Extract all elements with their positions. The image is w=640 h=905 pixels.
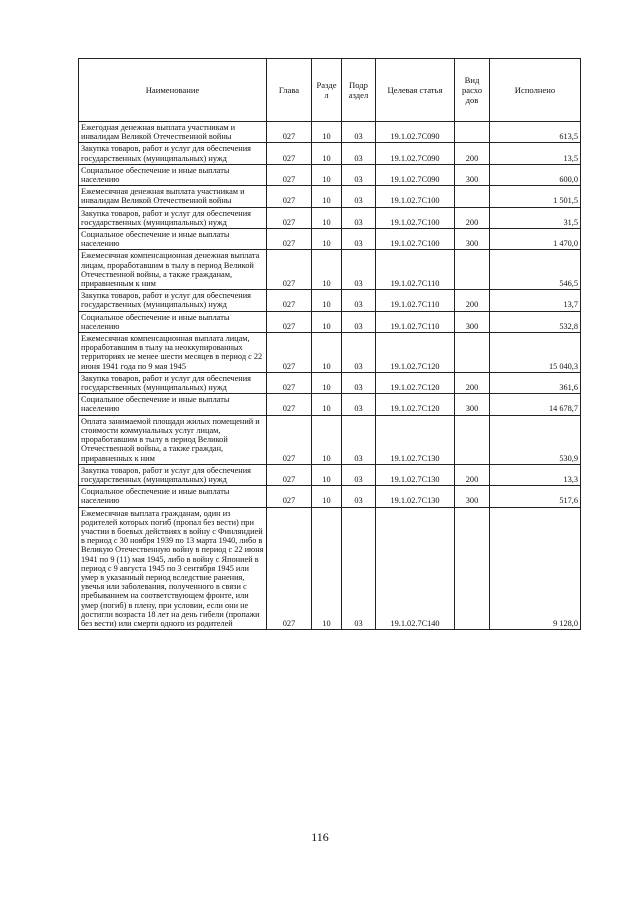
table-row [79, 250, 581, 290]
cell-subsection: 03 [342, 333, 376, 373]
cell-expense-type: 300 [455, 394, 490, 415]
cell-expense-type [455, 333, 490, 373]
cell-subsection: 03 [342, 394, 376, 415]
cell-subsection: 03 [342, 229, 376, 250]
cell-chapter: 027 [267, 464, 312, 485]
cell-expense-type: 300 [455, 486, 490, 507]
header-executed: Исполнено [490, 59, 581, 122]
cell-amount: 13,7 [490, 290, 581, 311]
cell-subsection: 03 [342, 207, 376, 228]
cell-expense-type: 300 [455, 229, 490, 250]
cell-subsection: 03 [342, 486, 376, 507]
header-section: Разде л [312, 59, 342, 122]
cell-name: Социальное обеспечение и иные выплаты населению [79, 229, 267, 250]
cell-target: 19.1.02.7С120 [376, 372, 455, 393]
cell-amount: 15 040,3 [490, 333, 581, 373]
cell-section: 10 [312, 290, 342, 311]
header-target: Целевая статья [376, 59, 455, 122]
cell-target: 19.1.02.7С140 [376, 507, 455, 630]
cell-target: 19.1.02.7С090 [376, 143, 455, 164]
cell-subsection: 03 [342, 250, 376, 290]
header-name: Наименование [79, 59, 267, 122]
table-row [79, 486, 581, 507]
cell-amount: 517,6 [490, 486, 581, 507]
cell-target: 19.1.02.7С090 [376, 122, 455, 143]
table-row [79, 290, 581, 311]
table-body [79, 122, 581, 630]
cell-amount: 530,9 [490, 415, 581, 464]
cell-target: 19.1.02.7С100 [376, 207, 455, 228]
cell-name: Оплата занимаемой площади жилых помещений и стоимости коммунальных услуг лицам, проработавшим в тылу в период Великой Отечественной войны, а также граждан, приравненных к ним [79, 415, 267, 464]
cell-name: Закупка товаров, работ и услуг для обеспечения государственных (муниципальных) нужд [79, 207, 267, 228]
cell-name: Ежегодная денежная выплата участникам и инвалидам Великой Отечественной войны [79, 122, 267, 143]
cell-expense-type [455, 507, 490, 630]
cell-expense-type: 200 [455, 143, 490, 164]
cell-section: 10 [312, 229, 342, 250]
cell-chapter: 027 [267, 507, 312, 630]
cell-expense-type: 300 [455, 164, 490, 185]
cell-chapter: 027 [267, 250, 312, 290]
cell-amount: 13,3 [490, 464, 581, 485]
cell-amount: 546,5 [490, 250, 581, 290]
cell-name: Закупка товаров, работ и услуг для обеспечения государственных (муниципальных) нужд [79, 372, 267, 393]
cell-target: 19.1.02.7С130 [376, 486, 455, 507]
cell-section: 10 [312, 250, 342, 290]
cell-target: 19.1.02.7С090 [376, 164, 455, 185]
cell-amount: 31,5 [490, 207, 581, 228]
cell-amount: 13,5 [490, 143, 581, 164]
table-row [79, 164, 581, 185]
cell-target: 19.1.02.7С130 [376, 415, 455, 464]
cell-section: 10 [312, 464, 342, 485]
cell-subsection: 03 [342, 143, 376, 164]
cell-expense-type [455, 415, 490, 464]
cell-chapter: 027 [267, 333, 312, 373]
cell-chapter: 027 [267, 486, 312, 507]
header-expense-type: Вид расхо дов [455, 59, 490, 122]
cell-subsection: 03 [342, 122, 376, 143]
table-row [79, 311, 581, 332]
cell-name: Социальное обеспечение и иные выплаты населению [79, 394, 267, 415]
cell-section: 10 [312, 143, 342, 164]
table-row [79, 415, 581, 464]
cell-target: 19.1.02.7С110 [376, 311, 455, 332]
cell-chapter: 027 [267, 122, 312, 143]
budget-table [78, 58, 581, 630]
table-row [79, 207, 581, 228]
cell-expense-type: 200 [455, 207, 490, 228]
cell-target: 19.1.02.7С120 [376, 394, 455, 415]
cell-chapter: 027 [267, 143, 312, 164]
cell-amount: 9 128,0 [490, 507, 581, 630]
cell-expense-type: 200 [455, 290, 490, 311]
cell-name: Ежемесячная денежная выплата участникам и инвалидам Великой Отечественной войны [79, 186, 267, 207]
cell-amount: 361,6 [490, 372, 581, 393]
table-row [79, 143, 581, 164]
header-subsection: Подр аздел [342, 59, 376, 122]
cell-section: 10 [312, 415, 342, 464]
page-number: 116 [311, 830, 329, 844]
table-row [79, 394, 581, 415]
cell-subsection: 03 [342, 415, 376, 464]
cell-section: 10 [312, 333, 342, 373]
cell-name: Социальное обеспечение и иные выплаты населению [79, 311, 267, 332]
cell-chapter: 027 [267, 207, 312, 228]
cell-section: 10 [312, 372, 342, 393]
cell-amount: 14 678,7 [490, 394, 581, 415]
cell-chapter: 027 [267, 394, 312, 415]
table-row [79, 333, 581, 373]
cell-expense-type: 300 [455, 311, 490, 332]
cell-amount: 613,5 [490, 122, 581, 143]
cell-chapter: 027 [267, 164, 312, 185]
cell-subsection: 03 [342, 290, 376, 311]
cell-chapter: 027 [267, 290, 312, 311]
cell-name: Закупка товаров, работ и услуг для обеспечения государственных (муниципальных) нужд [79, 464, 267, 485]
cell-section: 10 [312, 507, 342, 630]
cell-expense-type: 200 [455, 372, 490, 393]
cell-name: Социальное обеспечение и иные выплаты населению [79, 486, 267, 507]
cell-section: 10 [312, 207, 342, 228]
cell-section: 10 [312, 122, 342, 143]
cell-chapter: 027 [267, 229, 312, 250]
cell-name: Закупка товаров, работ и услуг для обеспечения государственных (муниципальных) нужд [79, 143, 267, 164]
cell-name: Ежемесячная компенсационная выплата лицам, проработавшим в тылу на неоккупированных территориях не менее шести месяцев в период с 22 июня 1941 года по 9 мая 1945 [79, 333, 267, 373]
cell-target: 19.1.02.7С120 [376, 333, 455, 373]
cell-target: 19.1.02.7С110 [376, 250, 455, 290]
cell-chapter: 027 [267, 186, 312, 207]
cell-target: 19.1.02.7С100 [376, 186, 455, 207]
cell-chapter: 027 [267, 372, 312, 393]
cell-amount: 1 470,0 [490, 229, 581, 250]
cell-expense-type: 200 [455, 464, 490, 485]
cell-amount: 1 501,5 [490, 186, 581, 207]
cell-section: 10 [312, 486, 342, 507]
cell-section: 10 [312, 311, 342, 332]
cell-section: 10 [312, 394, 342, 415]
cell-subsection: 03 [342, 372, 376, 393]
table-row [79, 122, 581, 143]
cell-name: Ежемесячная компенсационная денежная выплата лицам, проработавшим в тылу в период Великой Отечественной войны, а также гражданам, приравненным к ним [79, 250, 267, 290]
cell-name: Закупка товаров, работ и услуг для обеспечения государственных (муниципальных) нужд [79, 290, 267, 311]
table-row [79, 372, 581, 393]
cell-chapter: 027 [267, 311, 312, 332]
cell-subsection: 03 [342, 186, 376, 207]
cell-subsection: 03 [342, 311, 376, 332]
table-row [79, 507, 581, 630]
cell-subsection: 03 [342, 464, 376, 485]
cell-section: 10 [312, 164, 342, 185]
table-row [79, 464, 581, 485]
cell-amount: 600,0 [490, 164, 581, 185]
table-row [79, 229, 581, 250]
cell-chapter: 027 [267, 415, 312, 464]
cell-expense-type [455, 186, 490, 207]
cell-name: Ежемесячная выплата гражданам, один из родителей которых погиб (пропал без вести) при участии в боевых действиях в войну с Финляндией в период с 30 ноября 1939 по 13 марта 1940, либо в Великую Отечественную войну в период с 22 июня 1941 по 9 (11) мая 1945, либо в войну с Японией в период с 9 августа 1945 по 3 сентября 1945 или умер в указанный период вследствие ранения, увечья или заболевания, полученного в связи с пребыванием на соответствующем фронте, или умер (погиб) в плену, при условии, если они не достигли возраста 18 лет на день гибели (пропажи без вести) или смерти одного из родителей [79, 507, 267, 630]
cell-target: 19.1.02.7С130 [376, 464, 455, 485]
cell-subsection: 03 [342, 507, 376, 630]
table-row [79, 186, 581, 207]
cell-section: 10 [312, 186, 342, 207]
cell-subsection: 03 [342, 164, 376, 185]
cell-expense-type [455, 122, 490, 143]
cell-target: 19.1.02.7С110 [376, 290, 455, 311]
cell-amount: 532,8 [490, 311, 581, 332]
table-header-row [79, 59, 581, 122]
cell-target: 19.1.02.7С100 [376, 229, 455, 250]
cell-name: Социальное обеспечение и иные выплаты населению [79, 164, 267, 185]
header-chapter: Глава [267, 59, 312, 122]
cell-expense-type [455, 250, 490, 290]
